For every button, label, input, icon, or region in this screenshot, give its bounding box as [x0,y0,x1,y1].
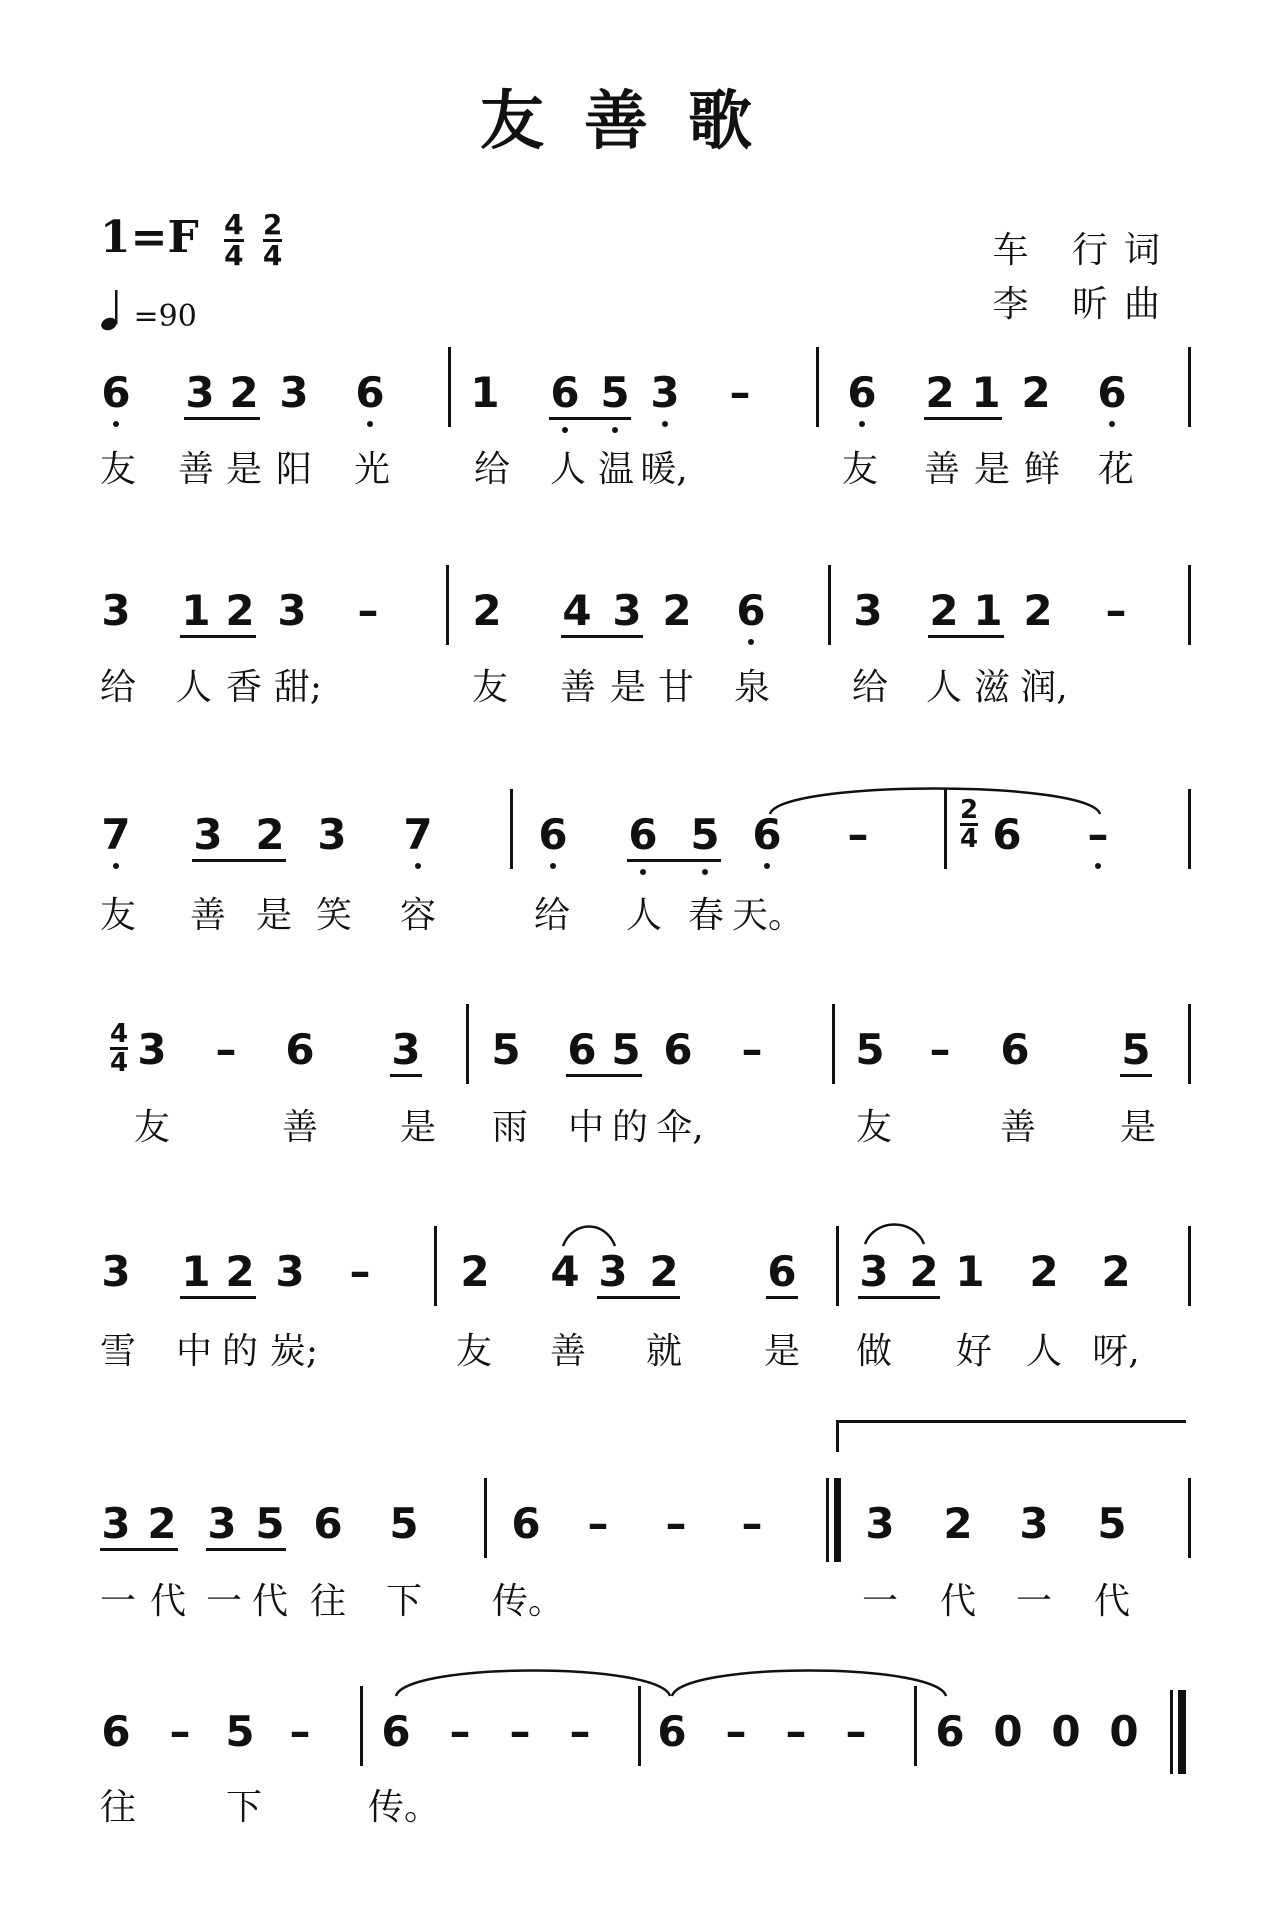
lyric-syllable: 一 [1015,1581,1053,1622]
lyric-syllable: 的 [611,1107,649,1148]
note-digit: 4 [550,1247,580,1296]
note-digit: 7 [403,810,433,859]
lyric-syllable: 下 [225,1787,263,1828]
note-digit: 3 [275,1247,305,1296]
note-digit: 6 [1097,368,1127,417]
dash-mark: – [785,1707,807,1756]
lyric-syllable: 花 [1097,449,1135,490]
note-digit: 2 [255,810,285,859]
note-digit: 2 [472,586,502,635]
note-digit: 5 [1097,1499,1127,1548]
lyric-syllable: 友 [133,1107,171,1148]
note-digit: 6 [752,810,782,859]
lyric-syllable: 传。 [491,1581,565,1622]
lyric-syllable: 是 [763,1331,801,1372]
lyric-syllable: 人 [925,667,963,708]
slur-tie [563,1227,615,1247]
note-digit: 4 [562,586,592,635]
lyric-syllable: 甜; [273,667,323,708]
note-digit: 2 [929,586,959,635]
dash-mark: – [289,1707,311,1756]
note-digit: 6 [381,1707,411,1756]
lyric-syllable: 友 [99,449,137,490]
note-digit: 3 [185,368,215,417]
note-digit: 5 [690,810,720,859]
dash-mark: – [741,1499,763,1548]
dash-mark: – [215,1025,237,1074]
lyric-syllable: 鲜 [1023,449,1061,490]
note-digit: 3 [101,586,131,635]
lyric-syllable: 甘 [657,667,695,708]
key-label: 1=F [100,212,199,263]
note-digit: 3 [193,810,223,859]
lyric-syllable: 代 [251,1581,289,1622]
lyric-syllable: 传。 [367,1787,441,1828]
lyric-syllable: 滋 [973,667,1011,708]
lyric-syllable: 天。 [731,895,805,936]
lyric-syllable: 呀, [1092,1331,1140,1372]
dash-mark: – [1105,586,1127,635]
note-digit: 2 [662,586,692,635]
note-digit: 2 [225,586,255,635]
note-digit: 2 [1101,1247,1131,1296]
note-digit: 3 [853,586,883,635]
dash-mark: – [929,1025,951,1074]
note-digit: 5 [600,368,630,417]
note-digit: 3 [1019,1499,1049,1548]
lyric-syllable: 下 [385,1581,423,1622]
note-digit: 6 [767,1247,797,1296]
dash-mark: – [665,1499,687,1548]
time-signature-4-4: $\frac{4}{4}$ [224,208,244,272]
note-digit: 1 [971,368,1001,417]
note-digit: 2 [925,368,955,417]
note-digit: 1 [181,586,211,635]
note-digit: 2 [229,368,259,417]
lyric-syllable: 一 [205,1581,243,1622]
lyric-syllable: 友 [455,1331,493,1372]
note-digit: 5 [255,1499,285,1548]
lyric-syllable: 是 [399,1107,437,1148]
note-digit: 3 [207,1499,237,1548]
note-digit: 2 [225,1247,255,1296]
note-digit: 3 [598,1247,628,1296]
note-digit: 6 [935,1707,965,1756]
lyric-syllable: 善 [999,1107,1037,1148]
lyric-syllable: 善 [923,449,961,490]
note-digit: 7 [101,810,131,859]
note-digit: 6 [511,1499,541,1548]
lyric-syllable: 是 [609,667,647,708]
note-digit: 2 [649,1247,679,1296]
note-digit: 3 [865,1499,895,1548]
note-digit: 3 [277,586,307,635]
lyric-syllable: 代 [1093,1581,1131,1622]
lyric-syllable: 的 [221,1331,259,1372]
lyric-syllable: 雪 [99,1331,137,1372]
lyric-syllable: 伞, [656,1107,704,1148]
lyric-syllable: 代 [149,1581,187,1622]
lyric-syllable: 人 [175,667,213,708]
lyric-syllable: 人 [625,895,663,936]
lyric-syllable: 往 [309,1581,347,1622]
lyric-syllable: 给 [99,667,137,708]
time-signature-change: 4 4 [110,1019,129,1078]
lyric-syllable: 善 [559,667,597,708]
lyric-syllable: 代 [939,1581,977,1622]
lyric-syllable: 一 [861,1581,899,1622]
lyric-syllable: 给 [851,667,889,708]
lyric-syllable: 友 [855,1107,893,1148]
lyric-syllable: 泉 [733,667,771,708]
note-digit: 2 [147,1499,177,1548]
note-digit: 5 [389,1499,419,1548]
lyric-syllable: 香 [225,667,263,708]
dash-mark: – [725,1707,747,1756]
note-digit: 5 [1121,1025,1151,1074]
note-digit: 6 [101,368,131,417]
lyric-syllable: 人 [549,449,587,490]
note-digit: 3 [137,1025,167,1074]
time-signature-2-4: $\frac{2}{4}$ [262,208,283,272]
lyric-syllable: 暖, [640,449,688,490]
note-digit: 6 [538,810,568,859]
lyric-syllable: 炭; [269,1331,319,1372]
note-digit: 3 [859,1247,889,1296]
dash-mark: – [349,1247,371,1296]
note-digit: 6 [736,586,766,635]
slur-tie [672,1671,946,1697]
lyric-syllable: 就 [645,1331,683,1372]
note-digit: 2 [909,1247,939,1296]
note-digit: 3 [391,1025,421,1074]
dash-mark: – [741,1025,763,1074]
note-digit: 1 [470,368,500,417]
lyric-syllable: 给 [473,449,511,490]
lyric-syllable: 给 [533,895,571,936]
lyricist-credit: 车 行词 [992,230,1176,271]
note-digit: 6 [1000,1025,1030,1074]
note-digit: 5 [225,1707,255,1756]
note-digit: 3 [650,368,680,417]
lyric-syllable: 善 [281,1107,319,1148]
note-digit: 6 [847,368,877,417]
lyric-syllable: 友 [471,667,509,708]
note-digit: 6 [101,1707,131,1756]
note-digit: 3 [279,368,309,417]
lyric-syllable: 是 [255,895,293,936]
lyric-syllable: 笑 [315,895,353,936]
slur-tie [865,1225,924,1245]
note-digit: 0 [1109,1707,1139,1756]
slur-tie [396,1671,670,1697]
note-digit: 3 [101,1499,131,1548]
note-digit: 2 [1029,1247,1059,1296]
tempo-value: =90 [133,299,197,334]
dash-mark: – [509,1707,531,1756]
lyric-syllable: 光 [353,449,391,490]
dash-mark: – [845,1707,867,1756]
lyric-syllable: 善 [177,449,215,490]
lyric-syllable: 中 [567,1107,605,1148]
dash-mark: – [729,368,751,417]
lyric-syllable: 一 [99,1581,137,1622]
lyric-syllable: 善 [549,1331,587,1372]
dash-mark: – [847,810,869,859]
lyric-syllable: 春 [687,895,725,936]
lyric-syllable: 是 [225,449,263,490]
lyric-syllable: 雨 [491,1107,529,1148]
lyric-syllable: 好 [955,1331,993,1372]
dash-mark: – [449,1707,471,1756]
lyric-syllable: 善 [189,895,227,936]
note-digit: 2 [460,1247,490,1296]
note-digit: 6 [992,810,1022,859]
note-digit: 3 [612,586,642,635]
lyric-syllable: 阳 [275,449,313,490]
note-digit: 0 [993,1707,1023,1756]
lyric-syllable: 人 [1025,1331,1063,1372]
lyric-syllable: 润, [1020,667,1068,708]
note-digit: 2 [1021,368,1051,417]
note-digit: 1 [955,1247,985,1296]
note-digit: 6 [285,1025,315,1074]
dash-mark: – [587,1499,609,1548]
lyric-syllable: 是 [973,449,1011,490]
dash-mark: – [357,586,379,635]
note-digit: 5 [491,1025,521,1074]
note-digit: 5 [611,1025,641,1074]
note-digit: 1 [973,586,1003,635]
lyric-syllable: 是 [1119,1107,1157,1148]
time-signature-change: 2 4 [960,795,979,854]
lyric-syllable: 做 [855,1331,893,1372]
note-digit: 2 [1023,586,1053,635]
lyric-syllable: 友 [99,895,137,936]
lyric-syllable: 容 [399,895,437,936]
note-digit: 0 [1051,1707,1081,1756]
lyric-syllable: 往 [99,1787,137,1828]
slur-tie [770,789,1100,815]
note-digit: 6 [550,368,580,417]
dash-mark: – [569,1707,591,1756]
note-digit: 5 [855,1025,885,1074]
note-digit: 6 [355,368,385,417]
note-digit: 6 [567,1025,597,1074]
song-title: 友善歌 [480,84,792,159]
lyric-syllable: 温 [597,449,635,490]
note-digit: 6 [663,1025,693,1074]
lyric-syllable: 友 [841,449,879,490]
note-digit: 6 [313,1499,343,1548]
lyric-syllable: 中 [175,1331,213,1372]
dash-mark: – [169,1707,191,1756]
composer-credit: 李 昕曲 [992,284,1176,325]
note-digit: 6 [657,1707,687,1756]
note-digit: 3 [317,810,347,859]
dash-mark: – [1087,810,1109,859]
note-digit: 2 [943,1499,973,1548]
note-digit: 6 [628,810,658,859]
note-digit: 1 [181,1247,211,1296]
note-digit: 3 [101,1247,131,1296]
